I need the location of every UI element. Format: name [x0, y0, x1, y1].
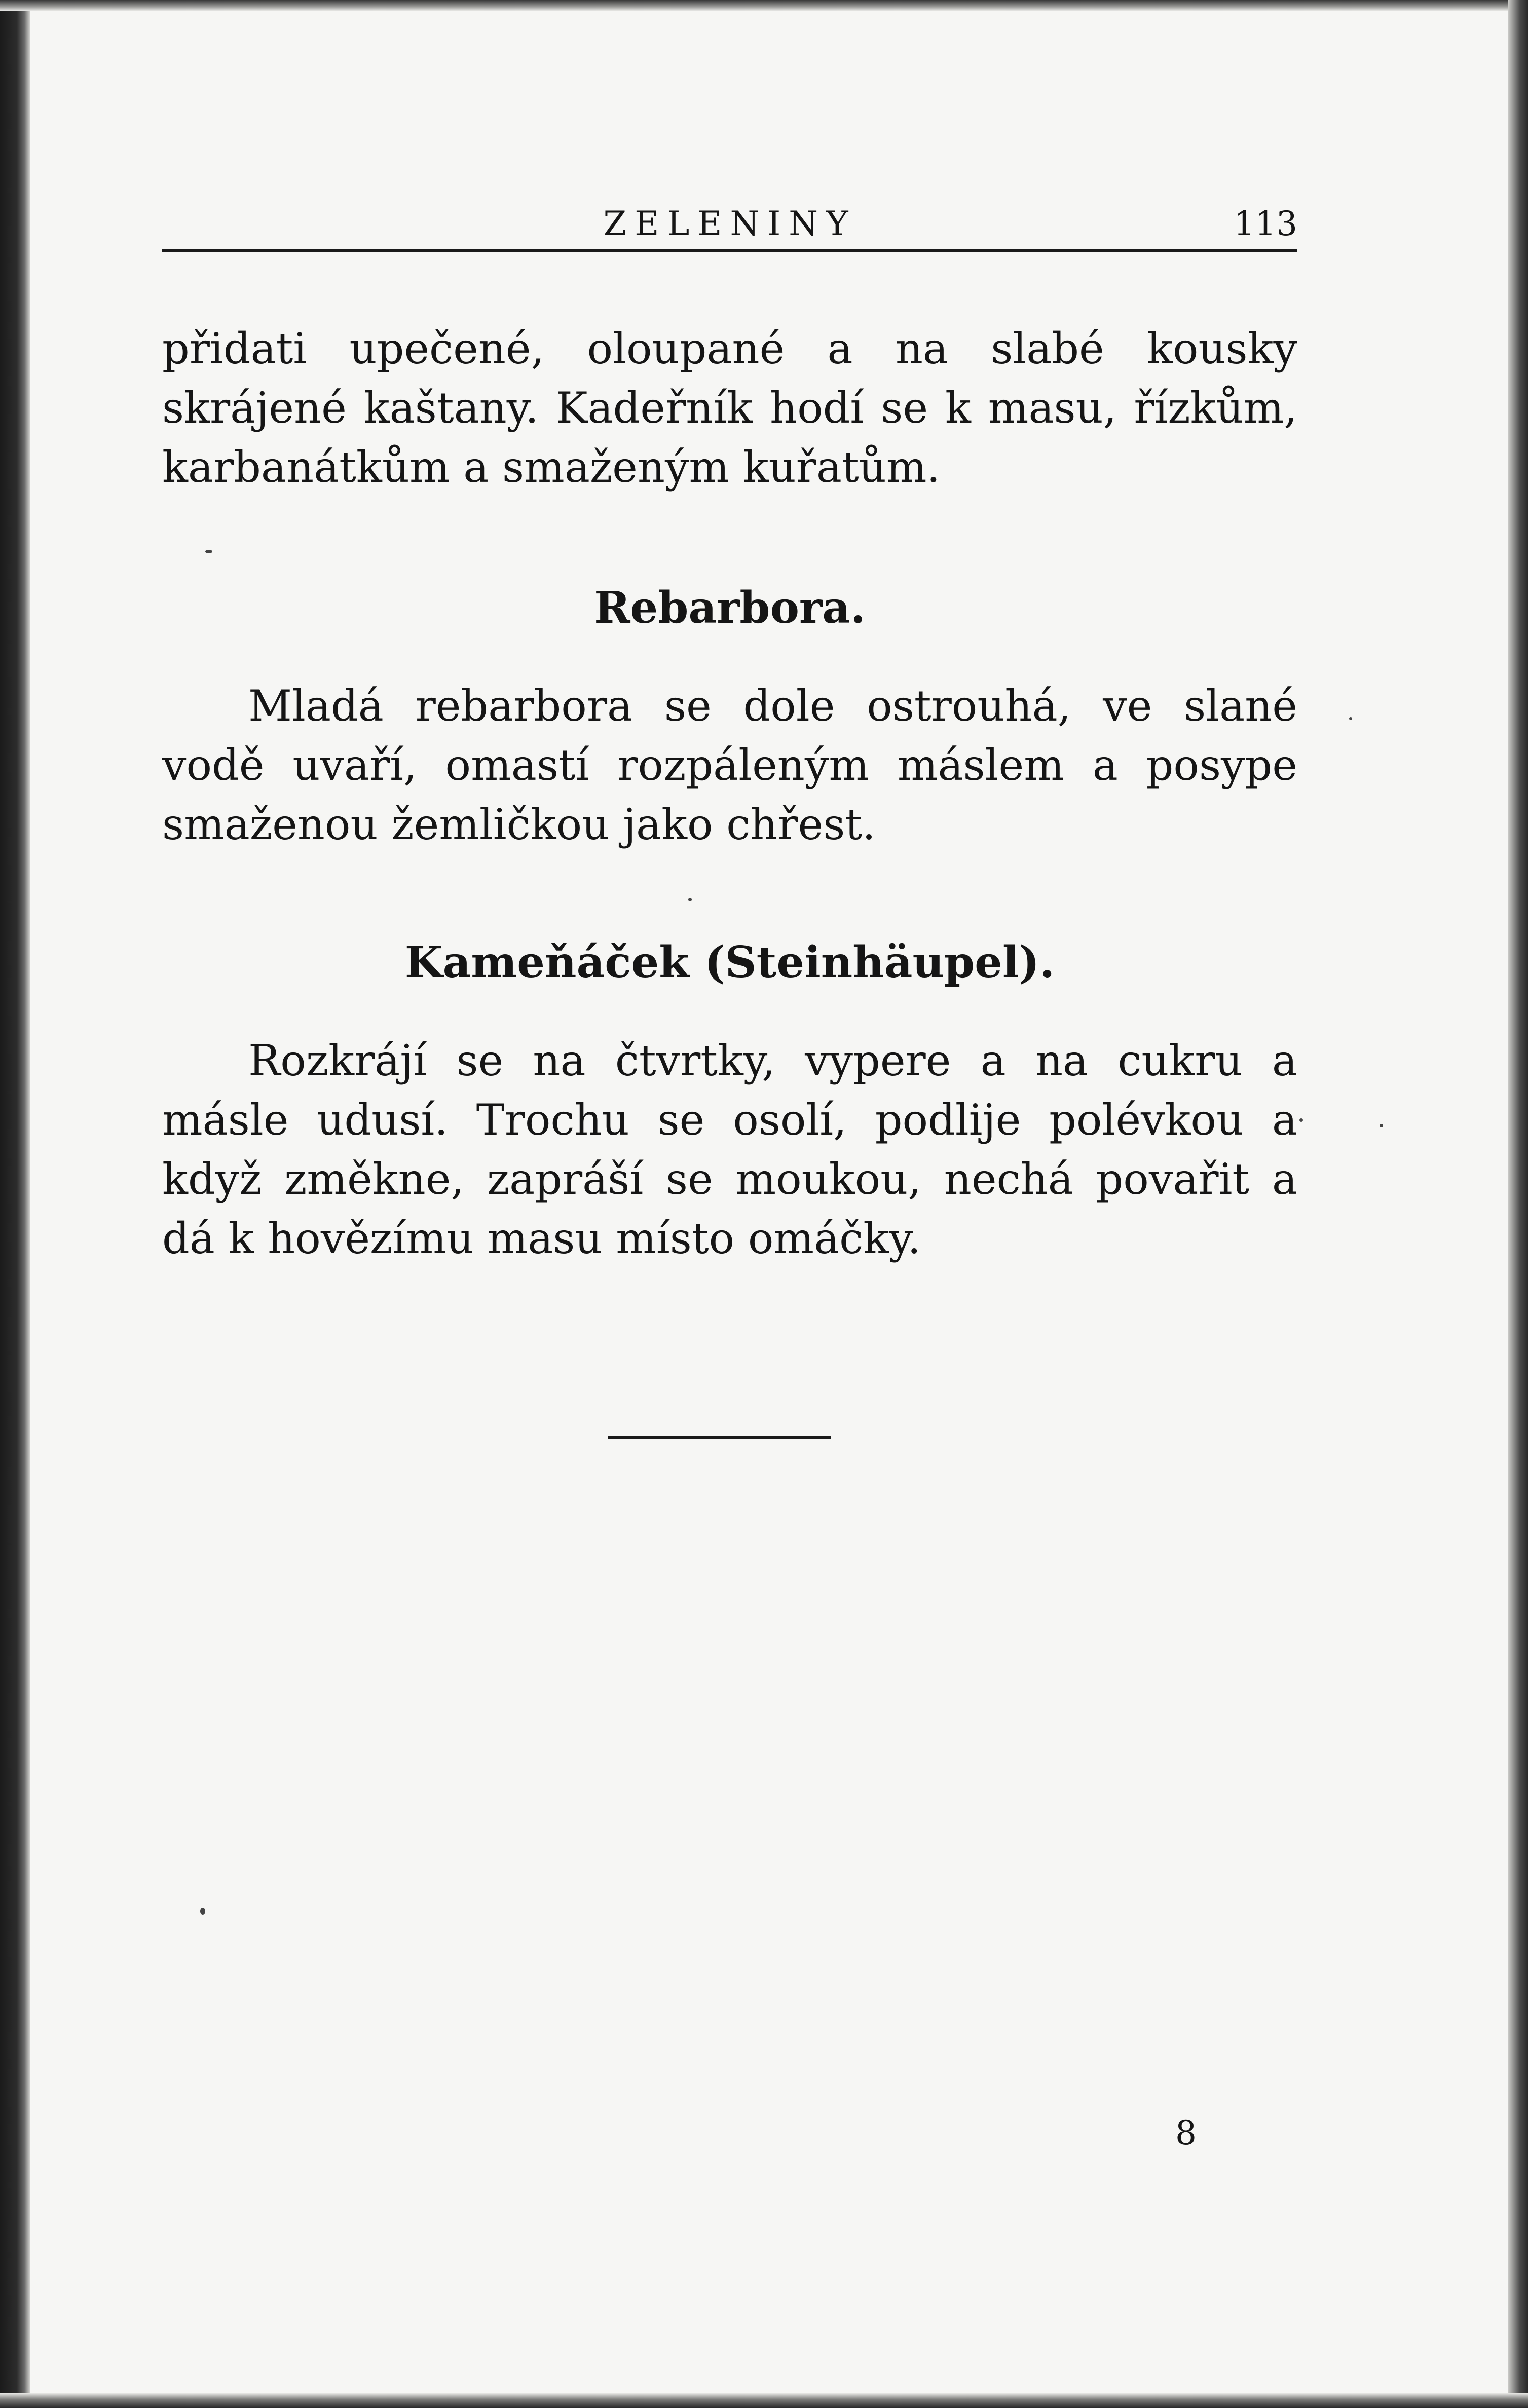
paragraph-kamenacek: [162, 1031, 1297, 1268]
page-bottom-edge: [0, 2393, 1528, 2408]
paragraph-chestnuts-continued: [162, 319, 1297, 497]
paragraph-2: Mladá rebarbora se dole ostrouhá, ve slané vodě uvaří, omastí rozpáleným máslem a posype smaženou žemličkou jako chřest.: [162, 681, 1297, 849]
paper-speck: [1299, 1118, 1303, 1122]
paper-speck: [688, 898, 692, 901]
paragraph-1: přidati upečené, oloupané a na slabé kousky skrájené kaštany. Kadeřník hodí se k masu, řízkům, karbanátkům a smaženým kuřatům.: [162, 324, 1297, 492]
paper-speck: [205, 550, 212, 553]
paragraph-rebarbora: [162, 676, 1297, 854]
page-number: 113: [1234, 204, 1297, 243]
paragraph-3: Rozkrájí se na čtvrtky, vypere a na cukru a másle udusí. Trochu se osolí, podlije polévkou a když změkne, zapráší se moukou, nechá povařit a dá k hovězímu masu místo omáčky.: [162, 1036, 1297, 1263]
book-spine-shadow: [0, 0, 30, 2408]
signature-mark: 8: [1175, 2114, 1197, 2153]
page-right-edge: [1508, 0, 1528, 2408]
paper-speck: [1349, 717, 1352, 720]
paper-speck: [200, 1908, 205, 1915]
page-top-edge: [0, 0, 1528, 11]
section-heading-rebarbora: Rebarbora.: [594, 582, 866, 633]
section-end-rule: [608, 1436, 831, 1439]
paper-speck: [1380, 1124, 1383, 1127]
section-heading-kamenacek: Kameňáček (Steinhäupel).: [404, 937, 1055, 988]
running-head: [162, 199, 1297, 252]
running-title: ZELENINY: [603, 204, 856, 243]
